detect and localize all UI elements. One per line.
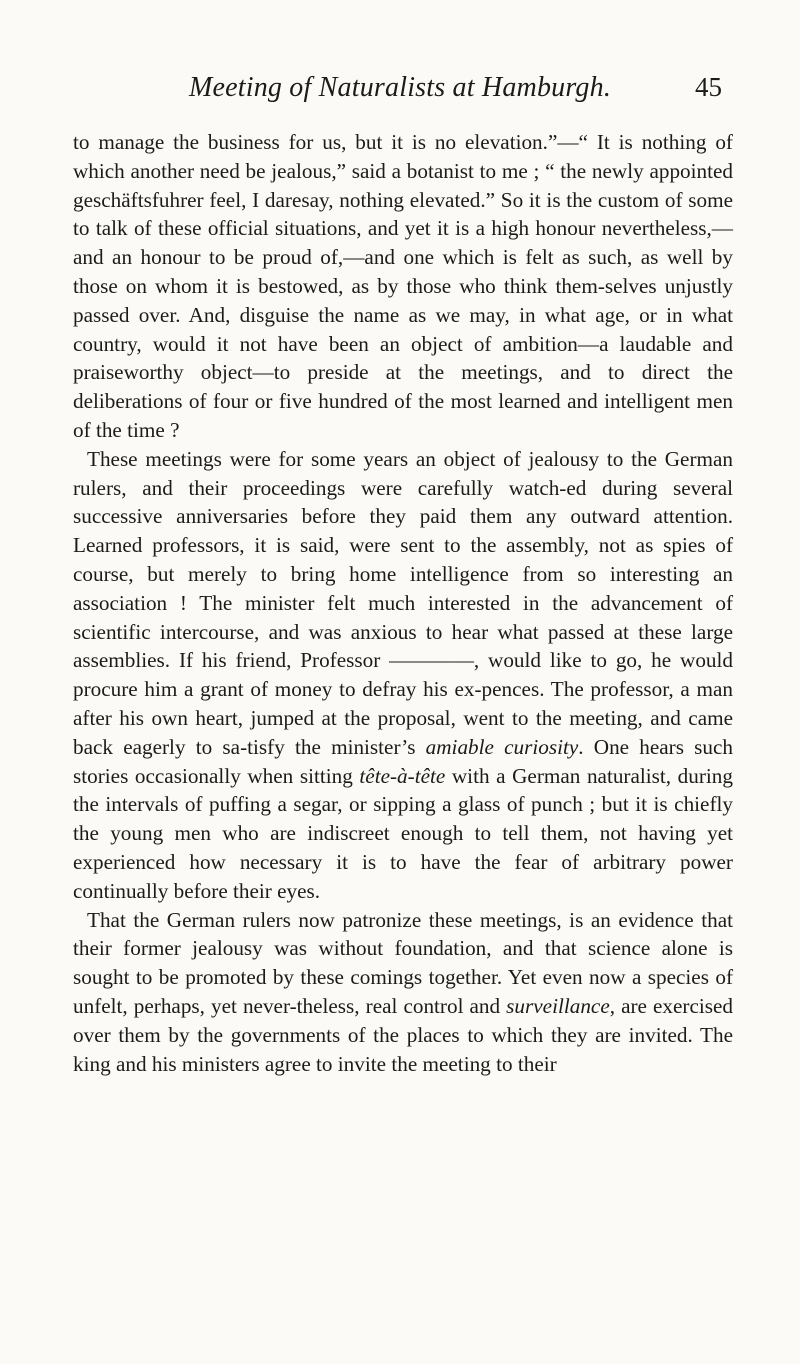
italic-surveillance: surveillance	[506, 993, 610, 1018]
paragraph-3	[73, 906, 733, 1079]
paragraph-1	[73, 128, 733, 445]
paragraph-3-text-b: , are exercised over them by the governments of the places to which they are invited. The king and his ministers agree to invite the meeting to their	[73, 993, 733, 1076]
italic-amiable-curiosity: amiable curiosity	[425, 734, 579, 759]
paragraph-1-text: to manage the business for us, but it is no elevation.”—“ It is nothing of which another need be jealous,” said a botanist to me ; “ the newly appointed geschäftsfuhrer feel, I daresay, nothing elevated.” So it is the custom of some to talk of these official situations, and yet it is a high honour nevertheless,—and an honour to be proud of,—and one which is felt as such, as well by those on whom it is bestowed, as by those who think them-selves unjustly passed over. And, disguise the name as we may, in what age, or in what country, would it not have been an object of ambition—a laudable and praiseworthy object—to preside at the meetings, and to direct the deliberations of four or five hundred of the most learned and intelligent men of the time ?	[73, 130, 733, 442]
paragraph-2-text-c: with a German naturalist, during the intervals of puffing a segar, or sipping a glass of punch ; but it is chiefly the young men who are indiscreet enough to tell them, not having yet experienced how necessary it is to have the fear of arbitrary power continually before their eyes.	[73, 763, 733, 903]
italic-tete-a-tete: tête-à-tête	[359, 763, 446, 788]
paragraph-3-text-a: That the German rulers now patronize these meetings, is an evidence that their former jealousy was without foundation, and that science alone is sought to be promoted by these comings together. Yet even now a species of unfelt, perhaps, yet never-theless, real control and	[73, 907, 733, 1018]
paragraph-2-text-b: . One hears such stories occasionally when sitting	[73, 734, 734, 788]
paragraph-2-text-a: These meetings were for some years an object of jealousy to the German rulers, and their proceedings were carefully watch-ed during several successive anniversaries before they paid them any outward attention. Learned professors, it is said, were sent to the assembly, not as spies of course, but merely to bring home intelligence from so interesting an association ! The minister felt much interested in the advancement of scientific intercourse, and was anxious to hear what passed at these large assemblies. If his friend, Professor ————, would like to go, he would procure him a grant of money to defray his ex-pences. The professor, a man after his own heart, jumped at the proposal, went to the meeting, and came back eagerly to sa-tisfy the minister’s	[73, 446, 733, 759]
paragraph-2	[73, 445, 733, 906]
body-text	[73, 128, 733, 1078]
running-title: Meeting of Naturalists at Hamburgh.	[188, 72, 612, 103]
page-number: 45	[695, 72, 722, 102]
